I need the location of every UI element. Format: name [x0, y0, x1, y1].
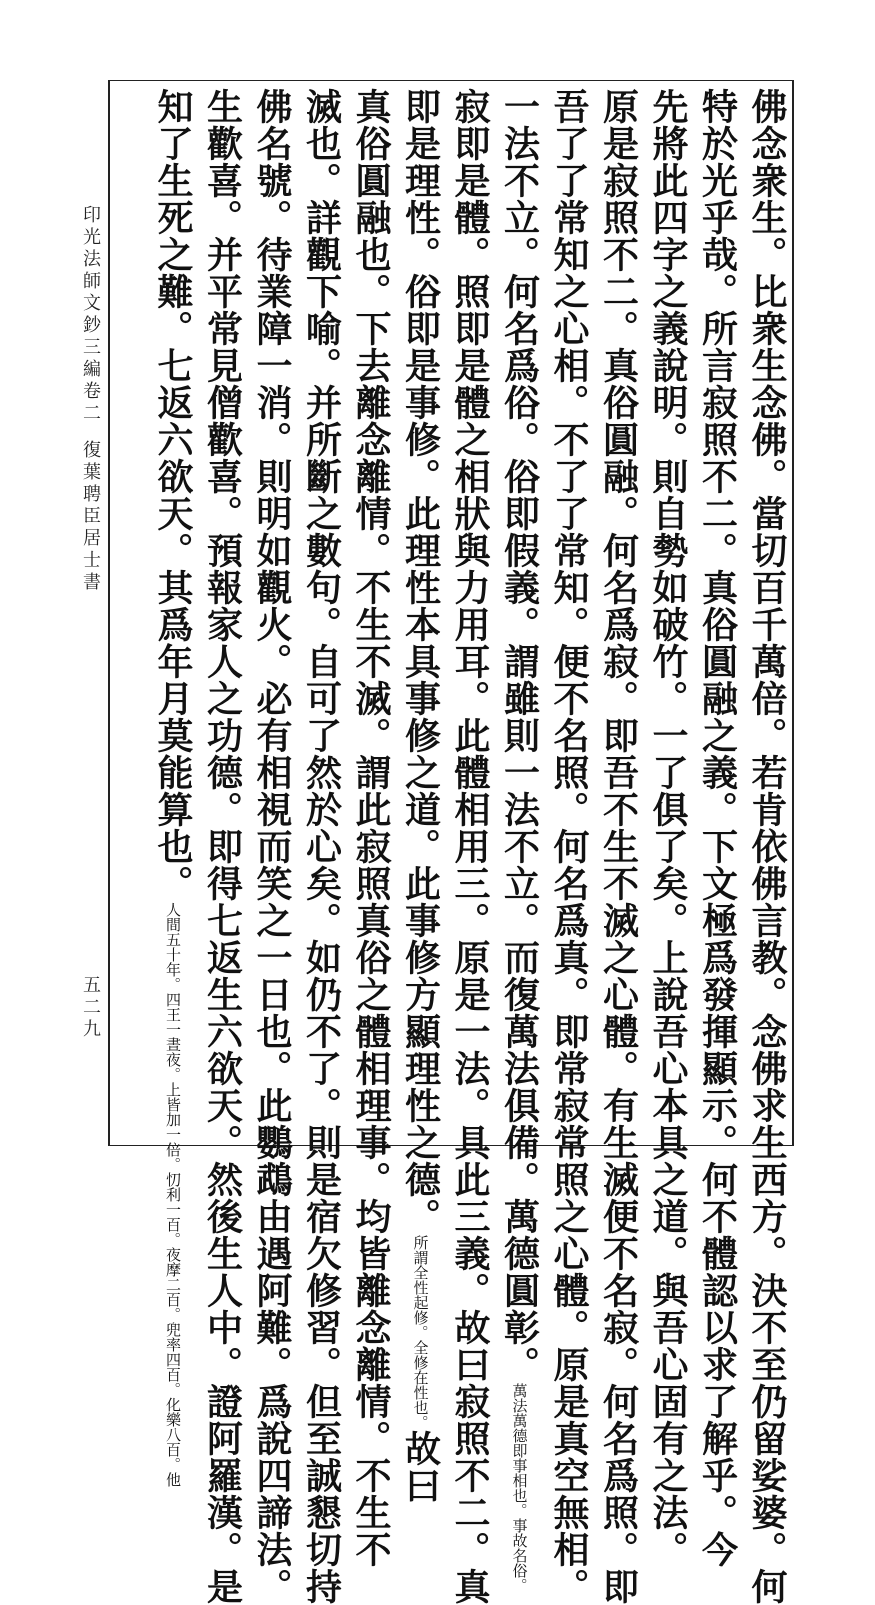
text-column	[498, 88, 542, 1593]
book-title: 印光法師文鈔三編卷二	[80, 205, 101, 425]
column-text-tail: 故曰	[399, 1430, 442, 1504]
text-column	[448, 88, 492, 1605]
text-column	[399, 88, 443, 1504]
column-text: 即是理性。俗即是事修。此理性本具事修之道。此事修方顯理性之德。	[399, 88, 442, 1235]
text-column	[349, 88, 393, 1568]
text-column	[646, 88, 690, 1568]
text-column	[250, 88, 294, 1605]
annotation-note: 所謂全性起修。全修在性也。	[411, 1235, 430, 1430]
column-text: 佛念衆生。比衆生念佛。當切百千萬倍。若肯依佛言教。念佛求生西方。決不至仍留娑婆。何	[746, 88, 788, 1605]
text-column	[696, 88, 740, 1568]
text-column	[201, 88, 245, 1605]
text-column	[745, 88, 789, 1605]
text-column	[547, 88, 591, 1605]
column-text: 特於光乎哉。所言寂照不二。真俗圓融之義。下文極爲發揮顯示。何不體認以求了解乎。今	[696, 88, 739, 1568]
column-text: 佛名號。待業障一消。則明如觀火。必有相視而笑之一日也。此鸚鵡由遇阿難。爲說四諦法。	[251, 88, 293, 1605]
column-text: 滅也。詳觀下喻。并所斷之數句。自可了然於心矣。如仍不了。則是宿欠修習。但至誠懇切持	[300, 88, 343, 1605]
text-column	[151, 88, 195, 1487]
column-text: 寂即是體。照即是體之相狀與力用耳。此體相用三。原是一法。具此三義。故曰寂照不二。真	[449, 88, 491, 1605]
text-column	[597, 88, 641, 1605]
annotation-note: 萬法萬德即事相也。事故名俗。	[510, 1383, 529, 1593]
page-number: 五二九	[80, 975, 101, 1041]
column-text: 知了生死之難。七返六欲天。其爲年月莫能算也。	[152, 88, 194, 902]
letter-title: 復葉聘臣居士書	[80, 440, 101, 594]
column-text: 先將此四字之義說明。則自勢如破竹。一了俱了矣。上說吾心本具之道。與吾心固有之法。	[647, 88, 689, 1568]
column-text: 原是寂照不二。真俗圓融。何名爲寂。即吾不生不滅之心體。有生滅便不名寂。何名爲照。即	[597, 88, 640, 1605]
column-text: 一法不立。何名爲俗。俗即假義。謂雖則一法不立。而復萬法俱備。萬德圓彰。	[498, 88, 541, 1383]
column-text: 生歡喜。并平常見僧歡喜。預報家人之功德。即得七返生六欲天。然後生人中。證阿羅漢。是	[201, 88, 244, 1605]
annotation-note: 人間五十年。四王一晝夜。上皆加一倍。忉利一百。夜摩二百。兜率四百。化樂八百。他	[164, 902, 182, 1487]
column-text: 吾了了常知之心相。不了了常知。便不名照。何名爲真。即常寂常照之心體。原是真空無相。	[548, 88, 590, 1605]
column-text: 真俗圓融也。下去離念離情。不生不滅。謂此寂照真俗之體相理事。均皆離念離情。不生不	[350, 88, 392, 1568]
text-column	[300, 88, 344, 1605]
